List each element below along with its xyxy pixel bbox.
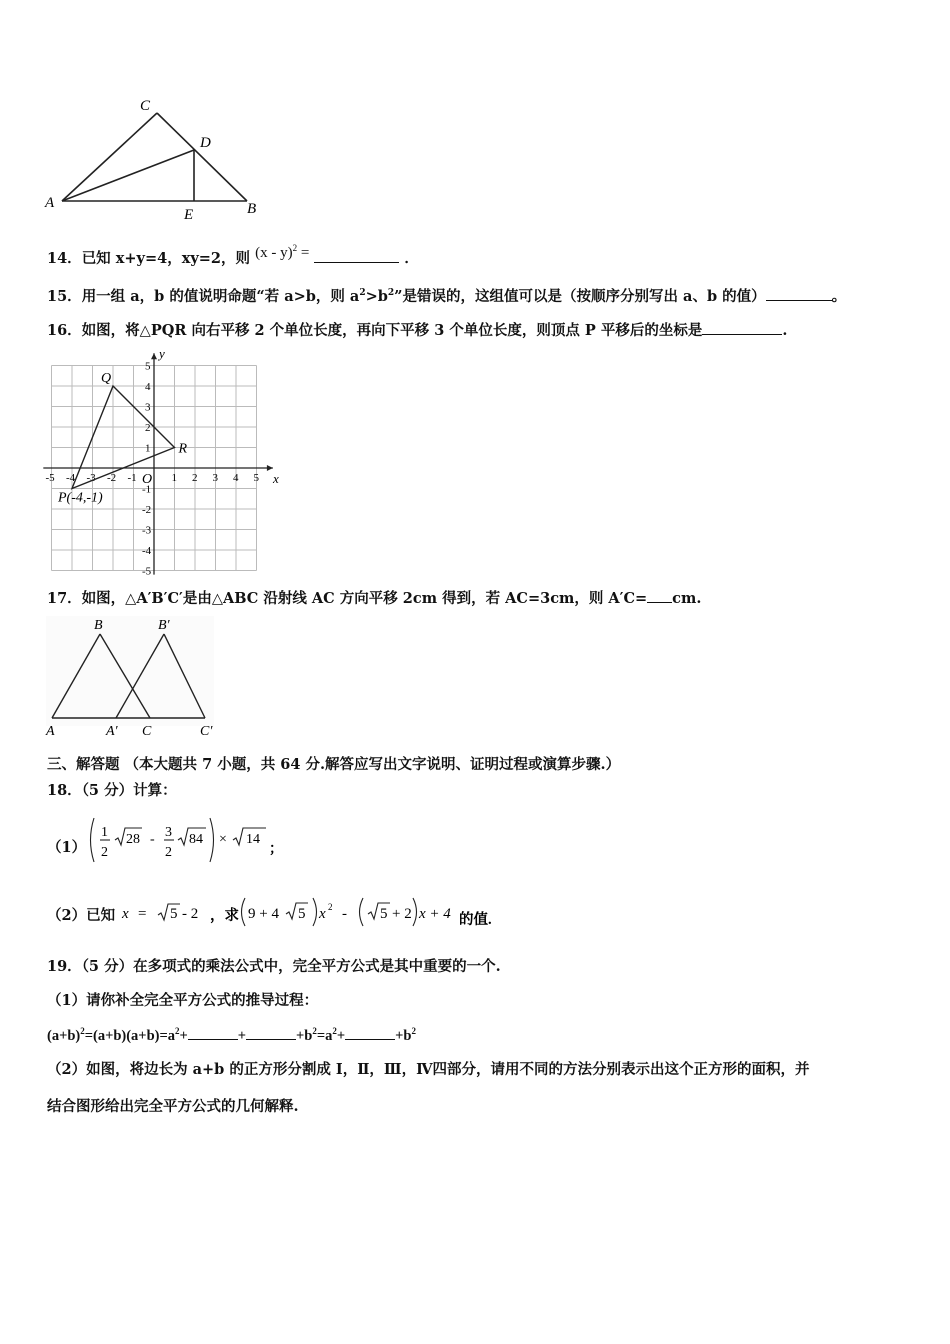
label-B: B	[247, 201, 257, 217]
svg-text:的值.: 的值.	[459, 912, 492, 928]
q19-blank-3[interactable]	[345, 1025, 395, 1040]
y-tick-label: -5	[142, 565, 152, 578]
y-tick-label: 5	[145, 360, 151, 373]
svg-text:5: 5	[380, 906, 388, 922]
label-C: C	[142, 724, 152, 739]
label-C: C	[140, 98, 151, 114]
translated-triangles-figure-17	[40, 612, 220, 740]
svg-text:28: 28	[126, 832, 140, 847]
y-tick-label: 4	[145, 381, 151, 393]
q19-part-2-cont: 结合图形给出完全平方公式的几何解释.	[47, 1098, 299, 1115]
y-tick-label: -4	[142, 545, 152, 557]
label-D: D	[200, 135, 211, 151]
svg-text:84: 84	[189, 832, 203, 847]
svg-text:5: 5	[170, 906, 178, 922]
svg-text:2: 2	[165, 845, 172, 860]
label-C-prime: C′	[200, 724, 213, 739]
origin-label: O	[142, 472, 153, 487]
svg-text:，求: ，求	[210, 908, 239, 924]
x-tick-label: -2	[107, 472, 117, 484]
label-E: E	[184, 207, 194, 223]
q14-expression: (x - y)$^2$ =	[255, 243, 310, 261]
y-tick-label: 1	[145, 442, 151, 455]
q19-part-1: （1）请你补全完全平方公式的推导过程：	[47, 992, 319, 1009]
x-tick-label: -5	[45, 472, 55, 484]
q19-formula: $(a+b)^2=(a+b)(a+b)=a^2+ + +b^2=a^2+ +b^2$	[47, 1026, 416, 1044]
x-tick-label: -4	[66, 472, 76, 484]
svg-text:1: 1	[101, 825, 108, 840]
svg-text:2: 2	[101, 845, 108, 860]
svg-text:×: ×	[219, 832, 227, 847]
svg-text:- 2: - 2	[182, 906, 199, 922]
x-tick-label: 4	[233, 472, 239, 484]
svg-text:x: x	[122, 906, 129, 922]
vertex-P-label: P(-4,-1)	[58, 490, 103, 506]
q14-answer-blank[interactable]	[314, 248, 399, 263]
q19-blank-1[interactable]	[188, 1025, 238, 1040]
q17-answer-blank[interactable]	[647, 588, 672, 603]
svg-text:14: 14	[246, 832, 260, 847]
y-tick-label: 3	[145, 401, 151, 414]
section-3-title: 三、解答题 （本大题共 7 小题，共 64 分.解答应写出文字说明、证明过程或演算步骤.）	[47, 756, 621, 773]
q18-part-1-label: （1）	[47, 839, 87, 856]
question-18-header: 18．（5 分）计算：	[47, 782, 177, 799]
svg-text:+ 2: + 2	[392, 906, 412, 922]
x-tick-label: 1	[171, 472, 177, 484]
svg-text:5: 5	[298, 906, 306, 922]
svg-text:=: =	[138, 906, 147, 922]
y-tick-label: -3	[142, 524, 152, 537]
svg-text:；: ；	[269, 842, 283, 857]
svg-text:-: -	[150, 832, 155, 847]
q19-part-2: （2）如图，将边长为 a+b 的正方形分割成 I，Ⅱ，Ⅲ，Ⅳ四部分，请用不同的方法分别表示出这个正方形的面积，并	[47, 1061, 810, 1078]
x-tick-label: 5	[253, 472, 259, 484]
vertex-Q-label: Q	[101, 371, 112, 386]
svg-text:-: -	[342, 906, 347, 922]
label-B: B	[94, 618, 103, 633]
question-19-header: 19．（5 分）在多项式的乘法公式中，完全平方公式是其中重要的一个.	[47, 958, 501, 975]
x-axis-label: x	[272, 471, 279, 486]
y-tick-label: -2	[142, 504, 152, 516]
svg-text:3: 3	[165, 825, 172, 840]
x-tick-label: 3	[212, 472, 218, 484]
q14-end: ．	[404, 250, 419, 267]
vertex-R-label: R	[178, 441, 188, 457]
svg-text:x + 4: x + 4	[419, 906, 451, 922]
svg-text:2: 2	[328, 902, 333, 912]
y-tick-label: -1	[142, 483, 152, 496]
x-tick-label: -3	[86, 472, 96, 484]
svg-text:x: x	[319, 906, 326, 922]
y-tick-label: 2	[145, 422, 151, 434]
q18-part-1-expression	[86, 812, 286, 868]
coordinate-grid-16	[40, 345, 285, 578]
q18-part-2-expression	[118, 894, 508, 934]
label-A: A	[46, 724, 55, 739]
q15-answer-blank[interactable]	[766, 286, 832, 301]
q18-part-2: （2）已知	[47, 907, 116, 924]
svg-text:9 + 4: 9 + 4	[248, 906, 279, 922]
question-17: 17．如图，△A′B′C′是由△ABC 沿射线 AC 方向平移 2cm 得到，若 AC=3cm，则 A′C= cm.	[47, 590, 702, 607]
label-B-prime: B′	[158, 618, 170, 633]
x-tick-label: 2	[192, 472, 198, 484]
question-16: 16．如图，将△PQR 向右平移 2 个单位长度，再向下平移 3 个单位长度，则顶点 P 平移后的坐标是 .	[47, 322, 788, 339]
question-14	[47, 243, 419, 269]
y-axis-arrow	[151, 353, 157, 359]
q14-text: 已知 x+y=4，xy=2，则	[81, 250, 251, 267]
q16-answer-blank[interactable]	[702, 320, 782, 335]
triangle-figure-13	[40, 95, 270, 225]
q14-number: 14．	[47, 250, 82, 267]
label-A: A	[45, 195, 55, 211]
q19-blank-2[interactable]	[246, 1025, 296, 1040]
x-tick-label: -1	[127, 472, 137, 484]
label-A-prime: A′	[106, 724, 118, 739]
question-15: 15．用一组 a，b 的值说明命题“若 a>b，则 $a^2>b^2$”是错误的，这组值可以是（按顺序分别写出 a、b 的值） 。	[47, 288, 847, 305]
y-axis-label: y	[159, 346, 165, 362]
